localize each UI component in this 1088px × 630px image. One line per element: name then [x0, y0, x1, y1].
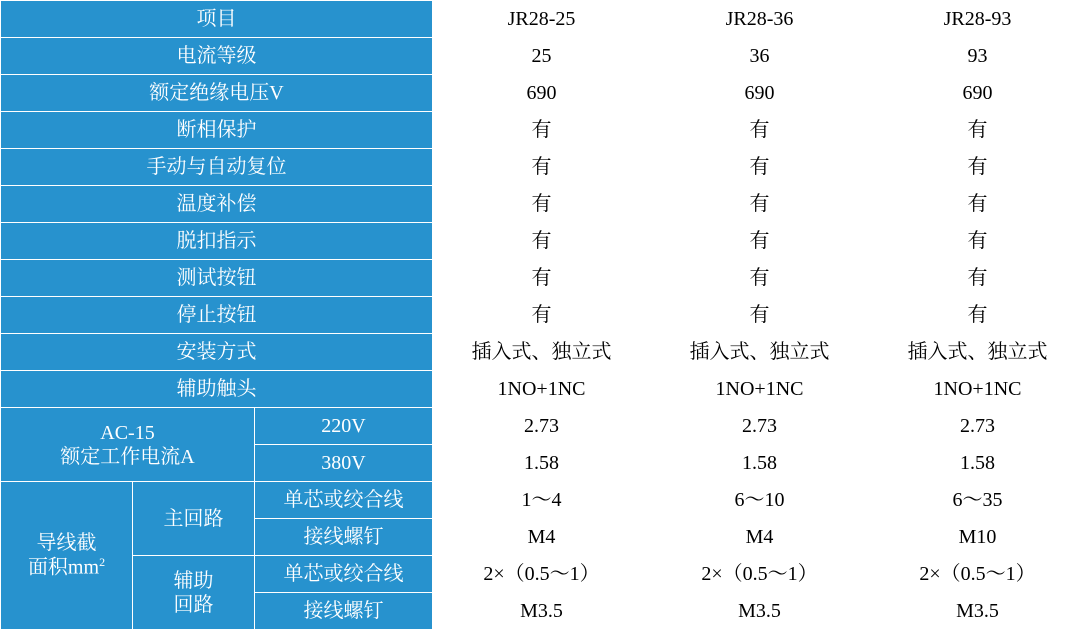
- header-col-1: JR28-25: [433, 1, 651, 38]
- table-row: [1, 334, 1087, 371]
- ac15-row-220v: [1, 408, 1087, 445]
- row-value: 有: [651, 149, 869, 186]
- wire-row-main-core: [1, 482, 1087, 519]
- row-label: 额定绝缘电压V: [1, 75, 433, 112]
- row-label: 断相保护: [1, 112, 433, 149]
- row-value: 有: [651, 297, 869, 334]
- wire-group-label: [1, 482, 133, 630]
- row-value: 有: [433, 260, 651, 297]
- ac15-label-line2: 额定工作电流A: [60, 445, 195, 468]
- row-value: 有: [869, 112, 1087, 149]
- row-value: 2.73: [651, 408, 869, 445]
- table-row: [1, 38, 1087, 75]
- row-value: 2×（0.5～1）: [651, 556, 869, 593]
- row-label: 安装方式: [1, 334, 433, 371]
- row-value: 1.58: [651, 445, 869, 482]
- row-value: 插入式、独立式: [651, 334, 869, 371]
- row-value: 有: [433, 186, 651, 223]
- wire-sub-label: 接线螺钉: [255, 593, 433, 630]
- row-value: 有: [651, 186, 869, 223]
- wire-main-circuit-label: 主回路: [133, 482, 255, 556]
- row-value: 1NO+1NC: [869, 371, 1087, 408]
- wire-aux-label-line1: 辅助: [173, 569, 214, 592]
- row-value: 690: [433, 75, 651, 112]
- row-value: 6～10: [651, 482, 869, 519]
- wire-sub-label: 单芯或绞合线: [255, 556, 433, 593]
- row-value: 有: [869, 149, 1087, 186]
- row-value: 有: [651, 223, 869, 260]
- row-value: 36: [651, 38, 869, 75]
- wire-sub-label: 单芯或绞合线: [255, 482, 433, 519]
- row-value: 1NO+1NC: [651, 371, 869, 408]
- row-value: 2×（0.5～1）: [869, 556, 1087, 593]
- table-row: [1, 371, 1087, 408]
- row-label: 手动与自动复位: [1, 149, 433, 186]
- row-value: 有: [869, 260, 1087, 297]
- wire-label-line1: 导线截: [36, 532, 97, 555]
- row-value: 6～35: [869, 482, 1087, 519]
- row-value: 93: [869, 38, 1087, 75]
- ac15-sub-label: 380V: [255, 445, 433, 482]
- row-value: 有: [651, 260, 869, 297]
- row-value: M3.5: [651, 593, 869, 630]
- row-value: M4: [651, 519, 869, 556]
- row-label: 温度补偿: [1, 186, 433, 223]
- row-value: 25: [433, 38, 651, 75]
- header-col-2: JR28-36: [651, 1, 869, 38]
- row-value: 有: [869, 297, 1087, 334]
- row-value: 1～4: [433, 482, 651, 519]
- row-value: 1.58: [869, 445, 1087, 482]
- table-row: [1, 112, 1087, 149]
- table-row: [1, 149, 1087, 186]
- row-label: 脱扣指示: [1, 223, 433, 260]
- table-row: [1, 75, 1087, 112]
- wire-row-aux-core: [1, 556, 1087, 593]
- row-label: 电流等级: [1, 38, 433, 75]
- row-value: 2×（0.5～1）: [433, 556, 651, 593]
- row-value: 有: [869, 223, 1087, 260]
- wire-label-sup: 2: [99, 555, 106, 570]
- ac15-group-label: [1, 408, 255, 482]
- row-value: M3.5: [433, 593, 651, 630]
- wire-aux-circuit-label: [133, 556, 255, 630]
- row-label: 停止按钮: [1, 297, 433, 334]
- table-row: [1, 186, 1087, 223]
- row-value: 有: [651, 112, 869, 149]
- wire-sub-label: 接线螺钉: [255, 519, 433, 556]
- ac15-label-line1: AC-15: [100, 421, 155, 444]
- row-value: 有: [433, 112, 651, 149]
- row-value: M10: [869, 519, 1087, 556]
- row-value: 1NO+1NC: [433, 371, 651, 408]
- row-label: 测试按钮: [1, 260, 433, 297]
- table-row: [1, 223, 1087, 260]
- row-value: 2.73: [869, 408, 1087, 445]
- row-value: 690: [651, 75, 869, 112]
- table-row: [1, 260, 1087, 297]
- row-value: 1.58: [433, 445, 651, 482]
- row-value: 有: [869, 186, 1087, 223]
- row-value: 插入式、独立式: [433, 334, 651, 371]
- table-row: [1, 297, 1087, 334]
- ac15-sub-label: 220V: [255, 408, 433, 445]
- row-value: M4: [433, 519, 651, 556]
- row-value: 2.73: [433, 408, 651, 445]
- row-label: 辅助触头: [1, 371, 433, 408]
- row-value: 有: [433, 223, 651, 260]
- wire-aux-label-line2: 回路: [173, 593, 214, 616]
- table-header-row: [1, 1, 1087, 38]
- header-label-item: 项目: [1, 1, 433, 38]
- row-value: 690: [869, 75, 1087, 112]
- wire-label-line2: 面积$mm^2$: [27, 555, 106, 579]
- header-col-3: JR28-93: [869, 1, 1087, 38]
- row-value: 插入式、独立式: [869, 334, 1087, 371]
- row-value: M3.5: [869, 593, 1087, 630]
- row-value: 有: [433, 297, 651, 334]
- row-value: 有: [433, 149, 651, 186]
